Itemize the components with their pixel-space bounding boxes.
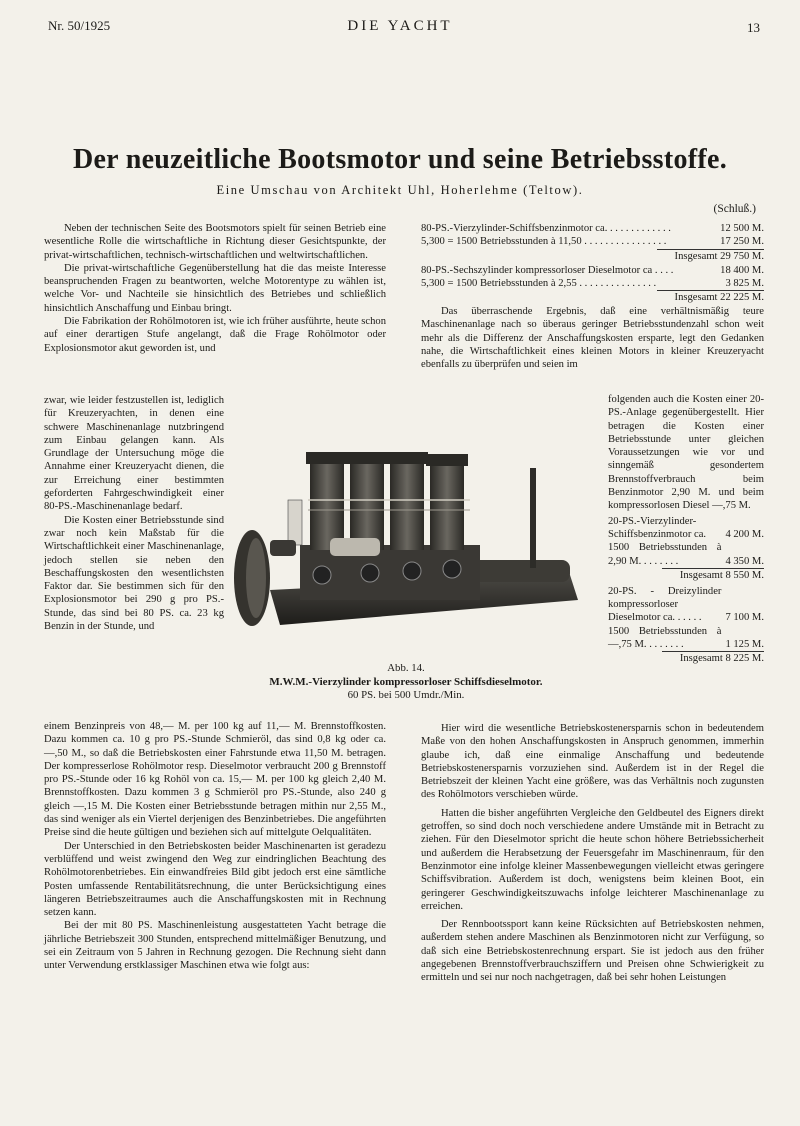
cost-total: Insgesamt 29 750 M. bbox=[421, 249, 764, 264]
paragraph: Bei der mit 80 PS. Maschinenleistung ausgestatteten Yacht betrage die jährliche Betriebszeit 300 Stunden, entsprechend mittelmäßiger Benutzung, und sei ein Zeitraum von 5 Jahren in Rechnung gezogen. Die Rechnung sieht dann unter Verwendung erstklassiger Maschinen etwa wie folgt aus: bbox=[44, 920, 386, 972]
cost-line: 5,300 = 1500 Betriebsstunden à 2,55 . . . . . . . . . . . . . . . 3 825 M. bbox=[421, 277, 764, 289]
cost-total: Insgesamt 8 550 M. bbox=[608, 568, 764, 583]
page-number: 13 bbox=[747, 20, 760, 35]
left-column-top bbox=[44, 222, 386, 355]
paragraph: Hier wird die wesentliche Betriebskostenersparnis schon in bedeutendem Maße von den hohen Anschaffungskosten in Anspruch genommen, immerhin glaube ich, daß eine einmalige Anschaffung und bedeutende Betriebskostenersparnis vorzuziehen sind. Außerdem ist in der Regel die Betriebszeit der kleinen Yacht eine größere, was das Verhältnis noch zugunsten des Rohölmotors verschieben würde. bbox=[421, 723, 764, 801]
issue-number: Nr. 50/1925 bbox=[48, 18, 111, 33]
cost-line: 80-PS.-Sechszylinder kompressorloser Dieselmotor ca . . . . 18 400 M. bbox=[421, 264, 764, 276]
figure-label: Abb. 14. bbox=[387, 662, 425, 674]
paragraph: Der Rennbootssport kann keine Rücksichten auf Betriebskosten nehmen, außerdem stehen andere Maschinen als Benzinmotoren nicht zur Verfügung, so daß sich eine Betriebskostenrechnung erspart. Sie ist jedoch aus den früher angegebenen Brennstoffverbrauchsziffern und Preisen ohne Schwierigkeit zu ermitteln und sei nur noch nachgetragen, daß bei sehr hohen Leistungen bbox=[421, 919, 764, 984]
paragraph: einem Benzinpreis von 48,— M. per 100 kg auf 11,— M. Brennstoffkosten. Dazu kommen ca. 10 g pro PS.-Stunde Schmieröl, das sind 0,8 kg oder ca. —,50 M., so daß die Betriebskosten einer Fahrstunde etwa 11,50 M. betragen. Der kompresserlose Rohölmotor resp. Dieselmotor verbraucht 200 g Brennstoff pro PS.-Stunde oder 16 kg Rohöl von ca. 15,— M. per 100 kg gleich 2,40 M. Brennstoffkosten. Dazu kommen 3 g Schmieröl pro PS.-Stunde, also 240 g gleich —,15 M. Die Kosten einer Betriebsstunde betragen mithin nur 2,55 M., das sind weniger als ein Viertel derjenigen des Benzinbetriebes. Die angeführten Preise sind die heute gültigen und beziehen sich auf mittelgute Oelqualitäten. bbox=[44, 721, 386, 839]
paragraph: zwar, wie leider festzustellen ist, lediglich für Kreuzeryachten, in denen eine schwere Maschinenanlage nutzbringend zum Einbau gelangen kann. Als Grundlage der Untersuchung möge die Annahme einer Kreuzeryacht dienen, die zur Erreichung einer bestimmten geforderten Fahrgeschwindigkeit einer 80-PS.-Maschinenanlage bedarf. bbox=[44, 395, 224, 513]
cost-line: 80-PS.-Vierzylinder-Schiffsbenzinmotor ca. . . . . . . . . . . . . 12 500 M. bbox=[421, 223, 764, 234]
continuation-note: (Schluß.) bbox=[713, 203, 756, 215]
paragraph: folgenden auch die Kosten einer 20-PS.-Anlage gegenübergestellt. Hier betragen die Kosten einer Betriebsstunde unter gleichen Voraussetzungen wie vor und sinngemäß gesondertem Brennstoffverbrauch beim Benzinmotor 2,90 M. und beim kompressorlosen Diesel —,75 M. bbox=[608, 394, 764, 512]
cost-total: Insgesamt 8 225 M. bbox=[608, 651, 764, 666]
figure-caption bbox=[228, 662, 584, 703]
figure-specs: 60 PS. bei 500 Umdr./Min. bbox=[347, 689, 465, 701]
paragraph: Die Fabrikation der Rohölmotoren ist, wie ich früher ausführte, heute schon auf einer derartigen Stufe angelangt, daß die Frage Rohölmotor oder Explosionsmotor akut geworden ist, und bbox=[44, 316, 386, 354]
paragraph: Die Kosten einer Betriebsstunde sind zwar noch kein Maßstab für die Wirtschaftlichkeit einer Maschinenanlage, jedoch stellen sie neben den Beschaffungskosten den wesentlichsten Faktor dar. Sie bestimmen sich für den Explosionsmotor bei 290 g pro PS.-Stunde, das sind bei 80 PS. ca. 23 kg Benzin in der Stunde, und bbox=[44, 514, 224, 633]
right-column-narrow bbox=[608, 393, 764, 666]
article-subtitle: Eine Umschau von Architekt Uhl, Hoherlehme (Teltow). bbox=[216, 183, 584, 197]
paragraph: Das überraschende Ergebnis, daß eine verhältnismäßig teure Maschinenanlage nach so überaus geringer Betriebsstundenzahl schon weit mehr als die Differenz der Anschaffungskosten ersparte, legt den Gedanken nahe, die Wirtschaftlichkeit eines kleinen Motors in kleiner Kreuzeryacht ebenfalls zu überprüfen und seien im bbox=[421, 306, 764, 371]
cost-line: 5,300 = 1500 Betriebsstunden à 11,50 . . . . . . . . . . . . . . . . 17 250 M. bbox=[421, 236, 764, 248]
cost-total: Insgesamt 22 225 M. bbox=[421, 290, 764, 305]
engine-photo bbox=[230, 440, 582, 652]
article-title: Der neuzeitliche Bootsmotor und seine Betriebsstoffe. bbox=[72, 144, 728, 175]
cost-block: 20-PS. - Dreizylinder kompressorloser Dieselmotor ca. . . . . . 7 100 M. 1500 Betriebsstunden à —,75 M. . . . . . . . 1 125 M. Insgesamt 8 225 M. bbox=[608, 585, 764, 665]
right-column-bottom bbox=[421, 722, 764, 990]
cost-block: 20-PS.-Vierzylinder-Schiffsbenzinmotor ca. 4 200 M. 1500 Betriebsstunden à 2,90 M. . . . . . . . 4 350 M. Insgesamt 8 550 M. bbox=[608, 515, 764, 581]
left-column-bottom bbox=[44, 720, 386, 973]
paragraph: Die privat-wirtschaftliche Gegenüberstellung hat die das meiste Interesse beanspruchenden Fragen zu beantworten, welche Motorentype zu wählen ist, welche Vor- und Nachteile sie hinsichtlich des Betriebes und schließlich hinsichtlich Anschaffung und Einbau bringt. bbox=[44, 262, 386, 314]
right-column-top bbox=[421, 222, 764, 372]
figure-title: M.W.M.-Vierzylinder kompressorloser Schiffsdieselmotor. bbox=[269, 675, 543, 688]
paragraph: Neben der technischen Seite des Bootsmotors spielt für seinen Betrieb eine wesentliche Rolle die wirtschaftliche in Richtung dieser Gesichtspunkte, der privat-wirtschaftlichen, technisch-wirtschaftlichen und weltwirtschaftlichen. bbox=[44, 223, 386, 261]
paragraph: Hatten die bisher angeführten Vergleiche den Geldbeutel des Eigners direkt getroffen, so sind doch noch verschiedene andere Umstände mit in Betracht zu ziehen. Für den Dieselmotor spricht die heute schon höhere Betriebssicherheit und außerdem die Herabsetzung der Feuersgefahr im Maschinenraum, für den Benzinmotor eine infolge kleiner Massenbewegungen vielleicht etwas geringere Schiffsvibration. Außerdem ist doch, wenigstens beim kleinen Boot, ein geringerer Geschwindigkeitszuwachs infolge leichterer Maschinenanlage zu erreichen. bbox=[421, 807, 764, 912]
journal-name: DIE YACHT bbox=[347, 18, 453, 34]
paragraph: Der Unterschied in den Betriebskosten beider Maschinenarten ist geradezu verblüffend und weist zwingend den Weg zur eindringlichen Beachtung des Rohölmotorenbetriebes. Ein einwandfreies Bild gibt jedoch erst eine sämtliche Posten umfassende Rentabilitätsrechnung, die unter Berücksichtigung eines längeren Betriebszeitraumes auch die Anschaffungskosten mit in Rechnung setzen kann. bbox=[44, 840, 386, 919]
left-column-narrow bbox=[44, 394, 224, 633]
